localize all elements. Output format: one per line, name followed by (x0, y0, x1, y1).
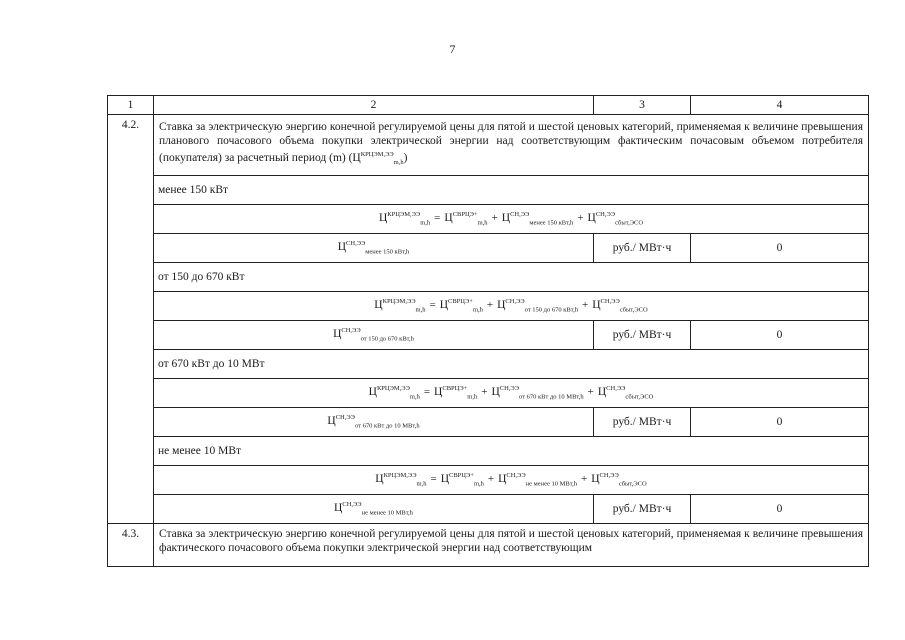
formula-operator: + (491, 212, 498, 225)
tariff-symbol (439, 298, 483, 314)
unit-cell: руб./ МВт·ч (594, 408, 691, 437)
description-superscript: КРЦЭМ,ЭЭ (360, 150, 394, 158)
symbol-superscript: СН,ЭЭ (505, 298, 525, 306)
symbol-base: Ц (375, 473, 384, 486)
symbol-base: Ц (444, 212, 453, 225)
symbol-subscript: сбыт,ЭСО (625, 393, 654, 401)
rate-symbol-cell (154, 408, 594, 437)
symbol-superscript: СН,ЭЭ (335, 414, 355, 422)
formula-operator: + (577, 212, 584, 225)
symbol-base: Ц (592, 299, 601, 312)
symbol-base: Ц (491, 386, 500, 399)
symbol-subscript: не менее 10 МВт,h (361, 509, 413, 517)
symbol-subscript: m,h (415, 306, 426, 314)
tariff-symbol (497, 298, 578, 314)
formula-operator: + (481, 386, 488, 399)
symbol-base: Ц (597, 386, 607, 399)
symbol-superscript: СВРЦЭ+ (452, 211, 478, 219)
column-header-row (108, 96, 869, 115)
description-subscript: m,h (393, 159, 404, 167)
symbol-superscript: СН,ЭЭ (499, 385, 520, 393)
symbol-superscript: СН,ЭЭ (346, 240, 366, 248)
formula-row (108, 466, 869, 495)
tariff-symbol (501, 211, 574, 227)
section-4-3-row (108, 524, 869, 567)
symbol-subscript: от 670 кВт до 10 МВт,h (519, 393, 584, 401)
tariff-symbol (592, 298, 648, 314)
price-formula (154, 379, 869, 408)
formula-operator: + (580, 473, 588, 486)
tariff-symbol (327, 414, 420, 430)
section-description (154, 115, 869, 176)
tariff-symbol (498, 472, 577, 488)
column-header-2: 2 (154, 96, 594, 115)
symbol-subscript: сбыт,ЭСО (618, 480, 647, 488)
tariff-symbol (368, 385, 420, 401)
tariff-symbol (333, 327, 414, 343)
symbol-subscript: менее 150 кВт,h (529, 219, 574, 227)
tariff-symbol (591, 472, 647, 488)
band-row (108, 350, 869, 379)
symbol-base: Ц (434, 386, 443, 399)
value-cell: 0 (691, 321, 869, 350)
band-label: не менее 10 МВт (154, 437, 869, 466)
symbol-base: Ц (327, 415, 336, 428)
rate-symbol-cell (154, 495, 594, 524)
tariff-symbol (434, 385, 478, 401)
rate-symbol-cell (154, 321, 594, 350)
symbol-superscript: СН,ЭЭ (595, 211, 616, 219)
symbol-superscript: СН,ЭЭ (341, 327, 361, 335)
tariff-symbol (337, 240, 410, 256)
band-label: менее 150 кВт (154, 176, 869, 205)
symbol-superscript: СН,ЭЭ (606, 385, 626, 393)
symbol-base: Ц (334, 502, 343, 515)
value-row (108, 234, 869, 263)
symbol-subscript: от 670 кВт до 10 МВт,h (354, 422, 420, 430)
symbol-subscript: сбыт,ЭСО (615, 219, 644, 227)
description-text: Ставка за электрическую энергию конечной регулируемой цены для пятой и шестой ценовых категорий, применяемая к величине превышения планового почасового объема покупки электрической энергии над соответствующим фактическим почасовым объемом потребителя (покупателя) за расчетный период (m) (Ц (159, 120, 863, 164)
tariff-table (107, 95, 869, 567)
tariff-symbol (334, 501, 413, 517)
formula-operator: = (430, 473, 437, 486)
tariff-symbol (374, 298, 426, 314)
symbol-subscript: m,h (409, 393, 420, 401)
symbol-base: Ц (333, 328, 342, 341)
formula-operator: = (434, 212, 441, 225)
section-number: 4.3. (108, 524, 154, 567)
symbol-superscript: КРЦЭМ,ЭЭ (382, 298, 416, 306)
formula-row (108, 205, 869, 234)
unit-cell: руб./ МВт·ч (594, 234, 691, 263)
section-number: 4.2. (108, 115, 154, 524)
symbol-base: Ц (440, 473, 449, 486)
price-formula (154, 292, 869, 321)
band-label: от 150 до 670 кВт (154, 263, 869, 292)
section-4-2-row (108, 115, 869, 176)
tariff-symbol (597, 385, 654, 401)
description-tail: ) (403, 151, 408, 164)
formula-operator: = (423, 386, 431, 399)
symbol-subscript: m,h (467, 393, 478, 401)
value-cell: 0 (691, 234, 869, 263)
symbol-base: Ц (378, 212, 388, 225)
formula-operator: + (486, 299, 494, 312)
price-formula (154, 466, 869, 495)
value-cell: 0 (691, 495, 869, 524)
symbol-superscript: СН,ЭЭ (506, 472, 526, 480)
symbol-subscript: m,h (472, 306, 483, 314)
symbol-superscript: КРЦЭМ,ЭЭ (376, 385, 410, 393)
column-header-3: 3 (594, 96, 691, 115)
page-number: 7 (449, 42, 456, 56)
symbol-superscript: СВРЦЭ+ (442, 385, 468, 393)
symbol-subscript: m,h (473, 480, 484, 488)
tariff-symbol (440, 472, 484, 488)
value-cell: 0 (691, 408, 869, 437)
symbol-superscript: СВРЦЭ+ (449, 472, 474, 480)
band-row (108, 263, 869, 292)
symbol-base: Ц (497, 299, 506, 312)
formula-row (108, 292, 869, 321)
tariff-symbol (378, 211, 431, 227)
symbol-subscript: сбыт,ЭСО (619, 306, 648, 314)
symbol-base: Ц (374, 299, 383, 312)
symbol-subscript: не менее 10 МВт,h (525, 480, 577, 488)
symbol-base: Ц (368, 386, 377, 399)
symbol-base: Ц (591, 473, 600, 486)
symbol-subscript: m,h (420, 219, 431, 227)
rate-symbol-cell (154, 234, 594, 263)
unit-cell: руб./ МВт·ч (594, 495, 691, 524)
symbol-superscript: СН,ЭЭ (510, 211, 530, 219)
band-row (108, 437, 869, 466)
tariff-symbol (375, 472, 427, 488)
tariff-symbol (444, 211, 488, 227)
band-label: от 670 кВт до 10 МВт (154, 350, 869, 379)
formula-row (108, 379, 869, 408)
symbol-subscript: от 150 до 670 кВт,h (524, 306, 578, 314)
symbol-subscript: от 150 до 670 кВт,h (360, 335, 414, 343)
symbol-superscript: КРЦЭМ,ЭЭ (383, 472, 417, 480)
tariff-symbol (587, 211, 644, 227)
price-formula (154, 205, 869, 234)
symbol-superscript: КРЦЭМ,ЭЭ (387, 211, 421, 219)
symbol-base: Ц (587, 212, 596, 225)
formula-operator: = (429, 299, 436, 312)
symbol-subscript: m,h (477, 219, 488, 227)
value-row (108, 408, 869, 437)
symbol-superscript: СВРЦЭ+ (448, 298, 473, 306)
formula-operator: + (587, 386, 594, 399)
unit-cell: руб./ МВт·ч (594, 321, 691, 350)
symbol-superscript: СН,ЭЭ (342, 501, 362, 509)
formula-operator: + (581, 299, 589, 312)
symbol-base: Ц (439, 299, 449, 312)
band-row (108, 176, 869, 205)
symbol-base: Ц (498, 473, 507, 486)
symbol-superscript: СН,ЭЭ (599, 472, 619, 480)
value-row (108, 495, 869, 524)
column-header-4: 4 (691, 96, 869, 115)
symbol-superscript: СН,ЭЭ (600, 298, 620, 306)
symbol-base: Ц (337, 241, 347, 254)
tariff-symbol (491, 385, 584, 401)
symbol-base: Ц (501, 212, 511, 225)
column-header-1: 1 (108, 96, 154, 115)
section-description: Ставка за электрическую энергию конечной регулируемой цены для пятой и шестой ценовых категорий, применяемая к величине превышения фактического почасового объема покупки электрической энергии над соответствующим (154, 524, 869, 567)
symbol-subscript: менее 150 кВт,h (365, 248, 410, 256)
value-row (108, 321, 869, 350)
symbol-subscript: m,h (416, 480, 427, 488)
formula-operator: + (487, 473, 495, 486)
